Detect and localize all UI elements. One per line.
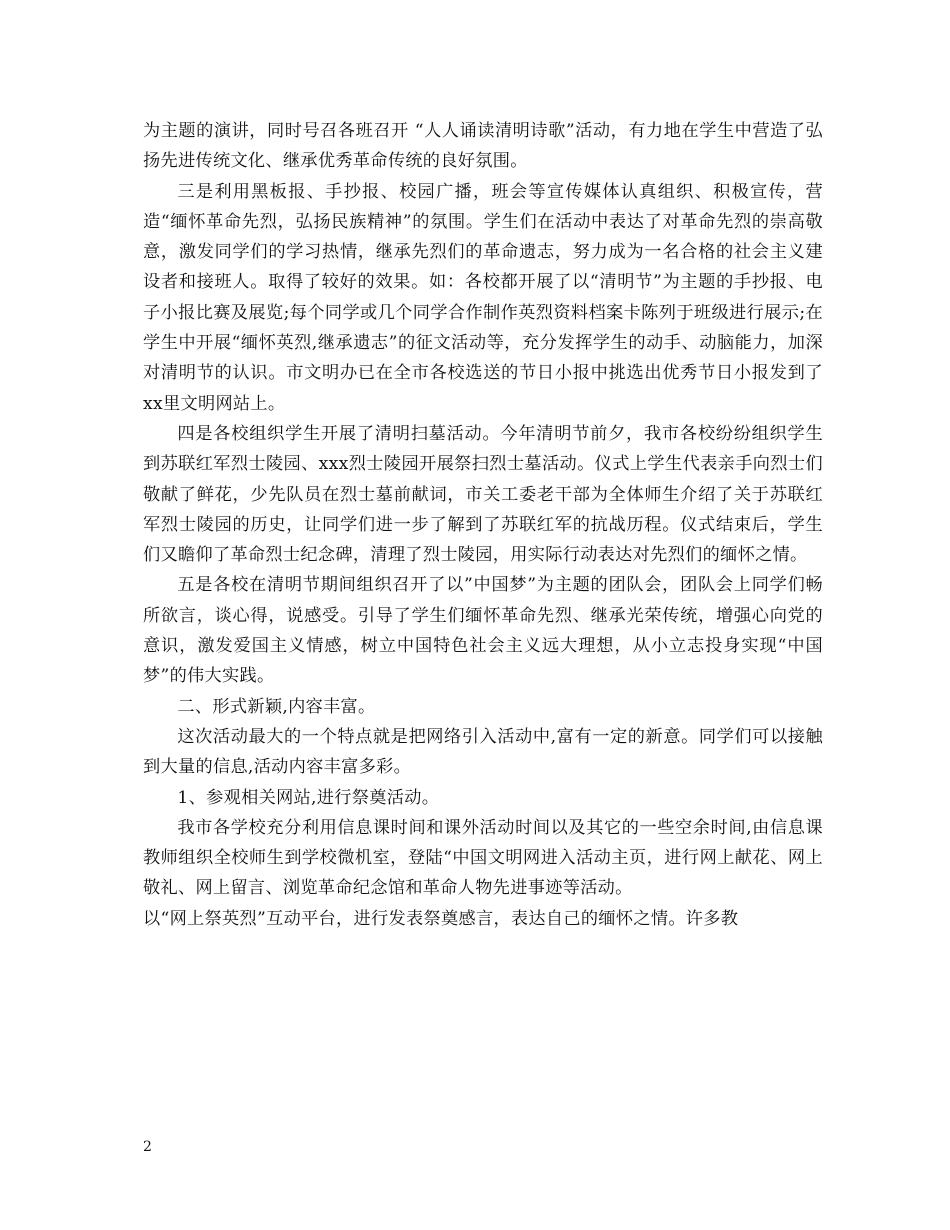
section-heading-form-content: 二、形式新颖,内容丰富。 [177, 696, 376, 717]
paragraph-school-activities: 我市各学校充分利用信息课时间和课外活动时间以及其它的一些空余时间,由信息课教师组织全校师生到学校微机室，登陆“中国文明网进入活动主页，进行网上献花、网上敬礼、网上留言、浏览革命纪念馆和革命人物先进事迹等活动。 [143, 817, 823, 899]
paragraph-fifth-point: 五是各校在清明节期间组织召开了以”中国梦”为主题的团队会，团队会上同学们畅所欲言，谈心得，说感受。引导了学生们缅怀革命先烈、继承光荣传统，增强心向党的意识，激发爱国主义情感，树立中国特色社会主义远大理想，从小立志投身实现“中国梦”的伟大实践。 [143, 575, 823, 687]
paragraph-network-feature: 这次活动最大的一个特点就是把网络引入活动中,富有一定的新意。同学们可以接触到大量的信息,活动内容丰富多彩。 [143, 726, 823, 778]
paragraph-third-point: 三是利用黑板报、手抄报、校园广播，班会等宣传媒体认真组织、积极宣传，营造“缅怀革命先烈，弘扬民族精神”的氛围。学生们在活动中表达了对革命先烈的崇高敬意，激发同学们的学习热情，继承先烈们的革命遗志，努力成为一名合格的社会主义建设者和接班人。取得了较好的效果。如：各校都开展了以“清明节”为主题的手抄报、电子小报比赛及展览;每个同学或几个同学合作制作英烈资料档案卡陈列于班级进行展示;在学生中开展“缅怀英烈,继承遗志”的征文活动等，充分发挥学生的动手、动脑能力，加深对清明节的认识。市文明办已在全市各校选送的节日小报中挑选出优秀节日小报发到了xx里文明网站上。 [143, 181, 823, 414]
paragraph-online-platform: 以“网上祭英烈”互动平台，进行发表祭奠感言，表达自己的缅怀之情。许多教 [143, 908, 739, 929]
document-body [143, 116, 823, 934]
page-number: 2 [143, 1139, 152, 1155]
paragraph-fourth-point: 四是各校组织学生开展了清明扫墓活动。今年清明节前夕，我市各校纷纷组织学生到苏联红军烈士陵园、xxx烈士陵园开展祭扫烈士墓活动。仪式上学生代表亲手向烈士们敬献了鲜花，少先队员在烈士墓前献词，市关工委老干部为全体师生介绍了关于苏联红军烈士陵园的历史，让同学们进一步了解到了苏联红军的抗战历程。仪式结束后，学生们又瞻仰了革命烈士纪念碑，清理了烈士陵园，用实际行动表达对先烈们的缅怀之情。 [143, 423, 823, 566]
subheading-visit-websites: 1、参观相关网站,进行祭奠活动。 [177, 787, 440, 808]
paragraph-continuation: 为主题的演讲，同时号召各班召开 “人人诵读清明诗歌”活动，有力地在学生中营造了弘扬先进传统文化、继承优秀革命传统的良好氛围。 [143, 121, 823, 172]
